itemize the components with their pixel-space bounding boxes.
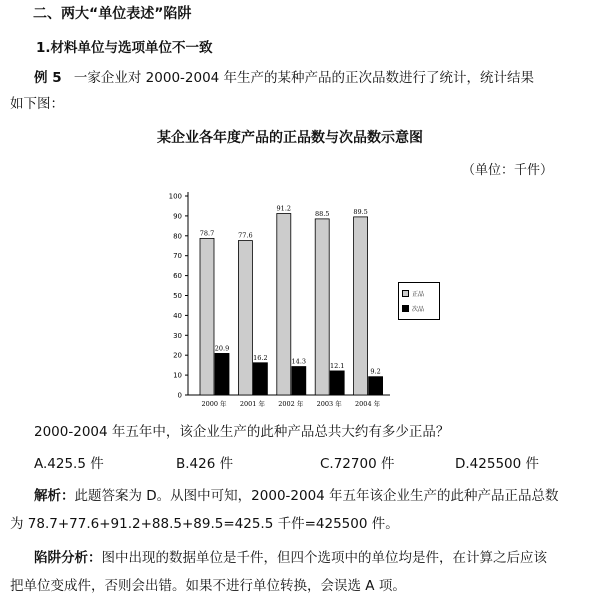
- option-c: C.72700 件: [320, 456, 395, 472]
- bar-series-1: [354, 217, 368, 395]
- data-label: 14.3: [291, 357, 307, 366]
- y-tick-label: 20: [173, 351, 182, 360]
- bar-series-2: [292, 367, 306, 395]
- y-tick-label: 60: [173, 272, 182, 281]
- x-tick-label: 2004 年: [355, 400, 381, 408]
- chart-legend: [398, 282, 440, 320]
- bar-series-2: [253, 363, 267, 395]
- bar-series-2: [369, 377, 383, 395]
- example-label: 例 5: [34, 70, 62, 86]
- x-tick-label: 2002 年: [278, 400, 304, 408]
- y-tick-label: 90: [173, 212, 182, 221]
- legend-swatch-series-2: [402, 305, 409, 312]
- section-heading: 二、两大“单位表述”陷阱: [33, 6, 192, 22]
- example-paragraph-line-1: [34, 66, 534, 86]
- y-tick-label: 10: [173, 371, 182, 380]
- y-tick-label: 80: [173, 232, 182, 241]
- legend-item-series-1: [402, 288, 424, 298]
- question-text: 2000-2004 年五年中，该企业生产的此种产品总共大约有多少正品？: [34, 424, 450, 440]
- data-label: 91.2: [276, 204, 292, 213]
- y-tick-label: 30: [173, 331, 182, 340]
- legend-swatch-series-1: [402, 290, 409, 297]
- chart-title: 某企业各年度产品的正品数与次品数示意图: [157, 130, 423, 146]
- example-text-1: 一家企业对 2000-2004 年生产的某种产品的正次品数进行了统计，统计结果: [73, 70, 535, 86]
- bar-series-1: [315, 219, 329, 395]
- data-label: 9.2: [370, 367, 381, 376]
- x-tick-label: 2003 年: [316, 400, 342, 408]
- legend-label-series-1: 正品: [412, 290, 425, 298]
- bar-series-2: [330, 371, 344, 395]
- y-tick-label: 0: [177, 391, 182, 400]
- y-tick-label: 100: [168, 192, 182, 201]
- data-label: 89.5: [353, 207, 368, 216]
- y-tick-label: 70: [173, 252, 182, 261]
- legend-item-series-2: [402, 303, 424, 313]
- bar-series-1: [200, 238, 214, 395]
- x-tick-label: 2001 年: [239, 400, 265, 408]
- subsection-heading: 1.材料单位与选项单位不一致: [36, 40, 213, 56]
- unit-note: （单位：千件）: [462, 163, 554, 178]
- analysis-line-1: [34, 484, 559, 504]
- bar-series-1: [238, 241, 252, 395]
- trap-line-1: [34, 546, 547, 566]
- option-a: A.425.5 件: [34, 456, 104, 472]
- bar-chart: [150, 180, 410, 420]
- bar-series-2: [215, 353, 229, 395]
- legend-label-series-2: 次品: [412, 305, 425, 313]
- data-label: 20.9: [214, 344, 230, 353]
- x-tick-label: 2000 年: [201, 400, 227, 408]
- trap-label: 陷阱分析：: [34, 550, 102, 566]
- trap-text-2: 把单位变成件，否则会出错。如果不进行单位转换，会误选 A 项。: [10, 578, 406, 594]
- trap-text-1: 图中出现的数据单位是千件，但四个选项中的单位均是件，在计算之后应该: [101, 550, 547, 566]
- data-label: 88.5: [314, 209, 330, 218]
- data-label: 16.2: [253, 353, 268, 362]
- analysis-label: 解析：: [34, 488, 75, 504]
- bar-series-1: [277, 214, 291, 395]
- analysis-text-1: 此题答案为 D。从图中可知，2000-2004 年五年该企业生产的此种产品正品总数: [74, 488, 559, 504]
- y-tick-label: 40: [173, 311, 182, 320]
- option-b: B.426 件: [176, 456, 234, 472]
- example-text-2: 如下图：: [10, 96, 64, 112]
- data-label: 77.6: [238, 231, 253, 240]
- y-tick-label: 50: [173, 292, 182, 300]
- option-d: D.425500 件: [455, 456, 540, 472]
- data-label: 78.7: [199, 229, 215, 238]
- data-label: 12.1: [329, 361, 345, 370]
- analysis-text-2: 为 78.7+77.6+91.2+88.5+89.5=425.5 千件=425500 件。: [10, 516, 399, 532]
